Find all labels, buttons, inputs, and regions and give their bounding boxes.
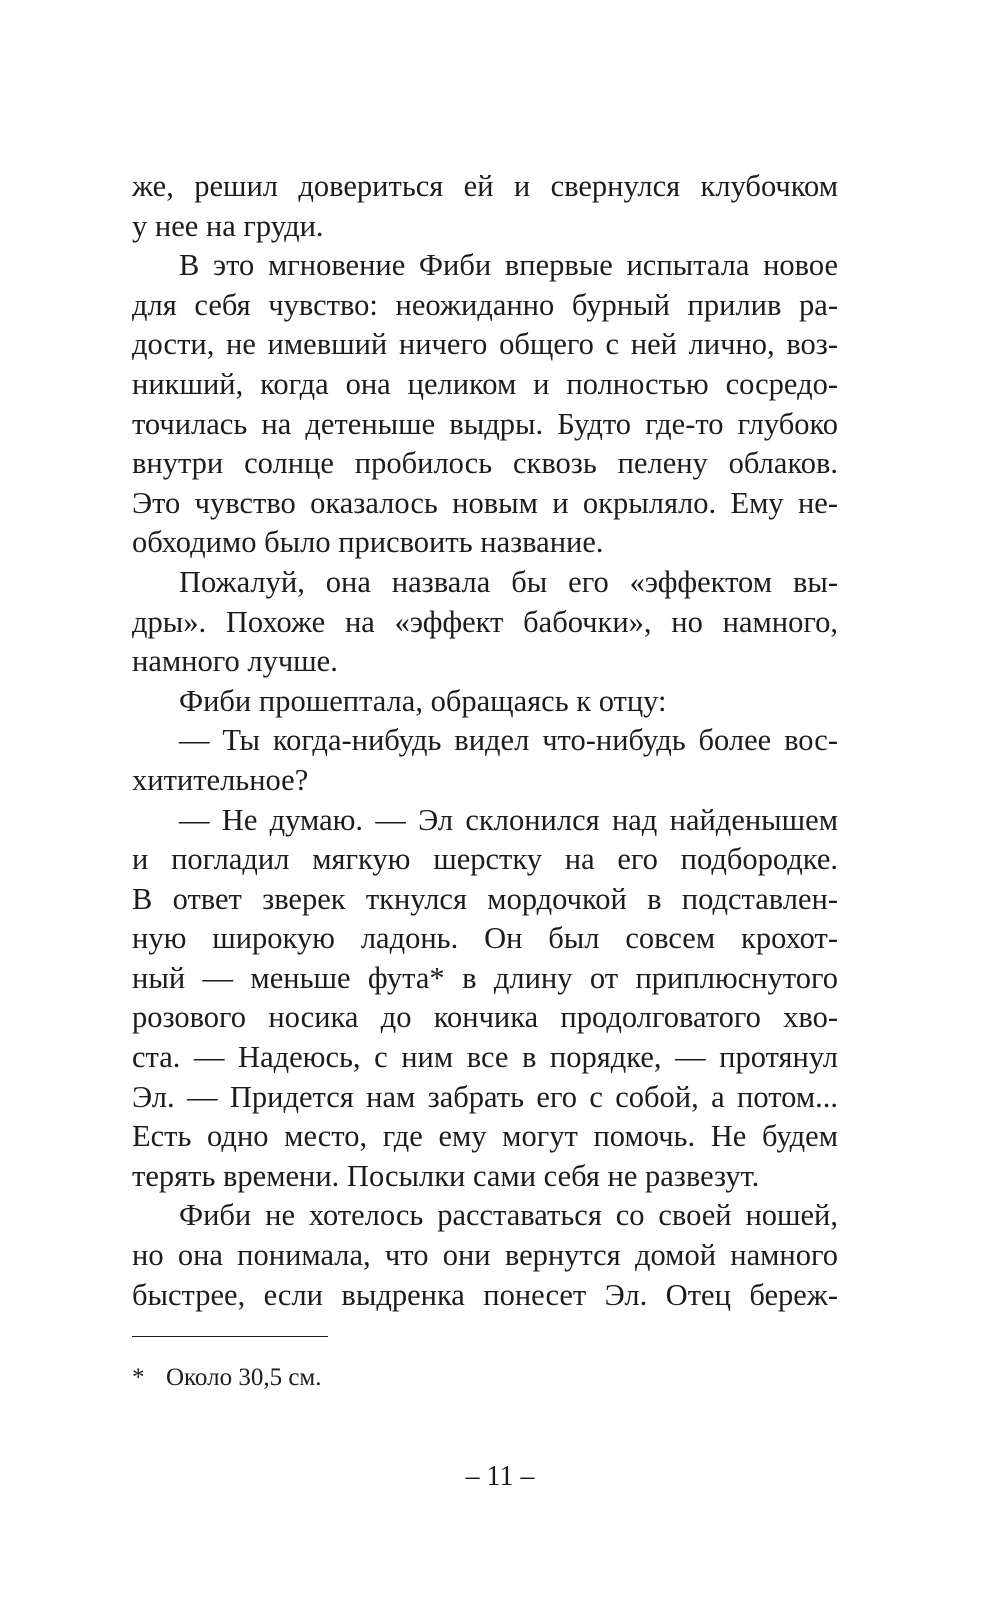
text-line: Фиби прошептала, обращаясь к отцу: xyxy=(179,683,667,718)
text-line: Эл. — Придется нам забрать его с собой, а потом... xyxy=(132,1079,838,1114)
text-line: дости, не имевший ничего общего с ней лично, воз- xyxy=(132,327,838,362)
text-line: у нее на груди. xyxy=(132,208,324,243)
text-line: обходимо было присвоить название. xyxy=(132,525,604,560)
text-line: ный — меньше фута* в длину от приплюснутого xyxy=(132,960,838,995)
text-line: для себя чувство: неожиданно бурный прилив ра- xyxy=(132,287,838,322)
text-line: хитительное? xyxy=(132,762,309,797)
footnote-text: Около 30,5 см. xyxy=(166,1364,322,1391)
text-line: точилась на детеныше выдры. Будто где-то глубоко xyxy=(132,406,838,441)
text-line: же, решил довериться ей и свернулся клубочком xyxy=(132,169,838,203)
text-line: быстрее, если выдренка понесет Эл. Отец береж- xyxy=(132,1277,838,1312)
text-line: — Ты когда-нибудь видел что-нибудь более вос- xyxy=(179,723,838,758)
text-line: внутри солнце пробилось сквозь пелену облаков. xyxy=(132,446,838,481)
text-line: терять времени. Посылки сами себя не развезут. xyxy=(132,1158,760,1193)
footnote-marker: * xyxy=(132,1364,145,1391)
text-line: дры». Похоже на «эффект бабочки», но намного, xyxy=(132,604,838,639)
body-text xyxy=(132,167,838,1315)
text-line: намного лучше. xyxy=(132,644,338,679)
text-line: В это мгновение Фиби впервые испытала новое xyxy=(179,248,838,283)
footnote xyxy=(132,1362,322,1394)
text-line: и погладил мягкую шерстку на его подбородке. xyxy=(132,842,838,877)
text-line: — Не думаю. — Эл склонился над найденышем xyxy=(179,802,838,837)
text-line: никший, когда она целиком и полностью сосредо- xyxy=(132,366,838,401)
text-line: Это чувство оказалось новым и окрыляло. Ему не- xyxy=(132,485,838,520)
text-line: ста. — Надеюсь, с ним все в порядке, — протянул xyxy=(132,1040,838,1075)
text-line: Фиби не хотелось расставаться со своей ношей, xyxy=(179,1198,838,1233)
page-number: – 11 – xyxy=(465,1461,535,1492)
text-line: но она понимала, что они вернутся домой намного xyxy=(132,1238,838,1273)
text-line: Есть одно место, где ему могут помочь. Не будем xyxy=(132,1119,838,1154)
text-line: розового носика до кончика продолговатого хво- xyxy=(132,1000,838,1035)
text-line: Пожалуй, она назвала бы его «эффектом вы- xyxy=(179,564,838,599)
text-line: В ответ зверек ткнулся мордочкой в подставлен- xyxy=(132,881,838,916)
footnote-divider xyxy=(132,1336,328,1337)
text-line: ную широкую ладонь. Он был совсем крохот- xyxy=(132,921,838,956)
